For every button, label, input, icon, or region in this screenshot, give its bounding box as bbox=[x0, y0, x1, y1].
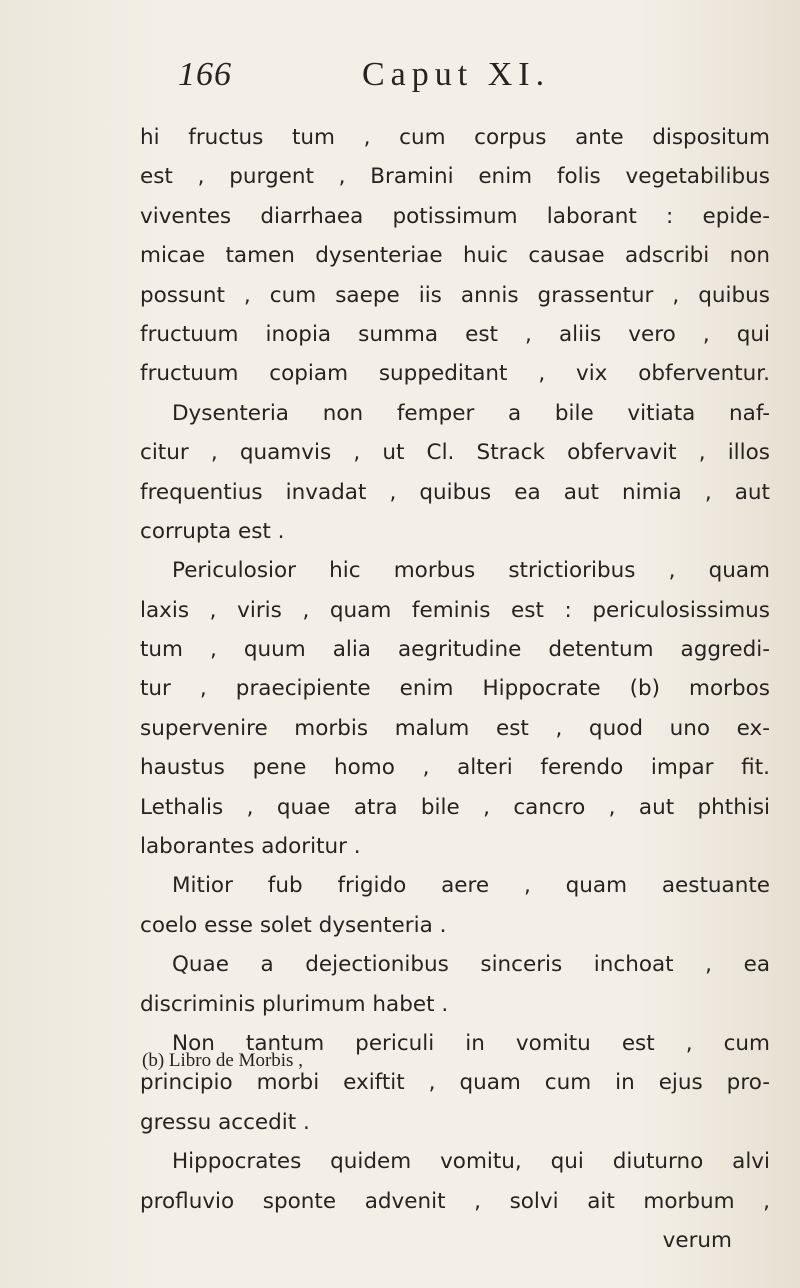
page-number: 166 bbox=[178, 56, 232, 93]
text-line: tum , quum alia aegritudine detentum aggredi- bbox=[140, 637, 770, 663]
text-line: corrupta est . bbox=[140, 518, 285, 544]
text-line: micae tamen dysenteriae huic causae adscribi non bbox=[140, 243, 770, 269]
text-line: Periculosior hic morbus strictioribus , quam bbox=[172, 558, 770, 584]
text-line: profluvio sponte advenit , solvi ait morbum , bbox=[140, 1188, 770, 1214]
text-line: fructuum copiam suppeditant , vix obferventur. bbox=[140, 361, 770, 387]
text-line: Lethalis , quae atra bile , cancro , aut phthisi bbox=[140, 794, 770, 820]
text-line: laborantes adoritur . bbox=[140, 834, 361, 860]
text-line: discriminis plurimum habet . bbox=[140, 991, 449, 1017]
text-line: est , purgent , Bramini enim folis vegetabilibus bbox=[140, 164, 770, 190]
text-line: coelo esse solet dysenteria . bbox=[140, 912, 447, 938]
text-line: supervenire morbis malum est , quod uno ex- bbox=[140, 715, 770, 741]
text-line: possunt , cum saepe iis annis grassentur , quibus bbox=[140, 282, 770, 308]
text-line: Quae a dejectionibus sinceris inchoat , ea bbox=[172, 952, 770, 978]
page-header bbox=[0, 56, 800, 106]
text-line: Non tantum periculi in vomitu est , cum bbox=[172, 1030, 770, 1056]
body-text bbox=[140, 118, 770, 1260]
text-line: fructuum inopia summa est , aliis vero , qui bbox=[140, 321, 770, 347]
text-line: principio morbi exiftit , quam cum in ejus pro- bbox=[140, 1070, 770, 1096]
text-line: Mitior fub frigido aere , quam aestuante bbox=[172, 873, 770, 899]
text-line: viventes diarrhaea potissimum laborant : epide- bbox=[140, 203, 770, 229]
text-line: tur , praecipiente enim Hippocrate (b) morbos bbox=[140, 676, 770, 702]
catchword: verum bbox=[662, 1227, 732, 1253]
footnote: (b) Libro de Morbis , bbox=[142, 1050, 303, 1071]
running-head: Caput XI. bbox=[362, 56, 551, 93]
text-line: Hippocrates quidem vomitu, qui diuturno alvi bbox=[172, 1149, 770, 1175]
text-line: laxis , viris , quam feminis est : periculosissimus bbox=[140, 597, 770, 623]
text-line: hi fructus tum , cum corpus ante dispositum bbox=[140, 125, 770, 150]
text-line: haustus pene homo , alteri ferendo impar fit. bbox=[140, 755, 770, 781]
text-line: frequentius invadat , quibus ea aut nimia , aut bbox=[140, 479, 770, 505]
text-line: Dysenteria non femper a bile vitiata naf- bbox=[172, 400, 770, 426]
text-line: citur , quamvis , ut Cl. Strack obfervavit , illos bbox=[140, 440, 770, 466]
text-line: gressu accedit . bbox=[140, 1109, 310, 1135]
